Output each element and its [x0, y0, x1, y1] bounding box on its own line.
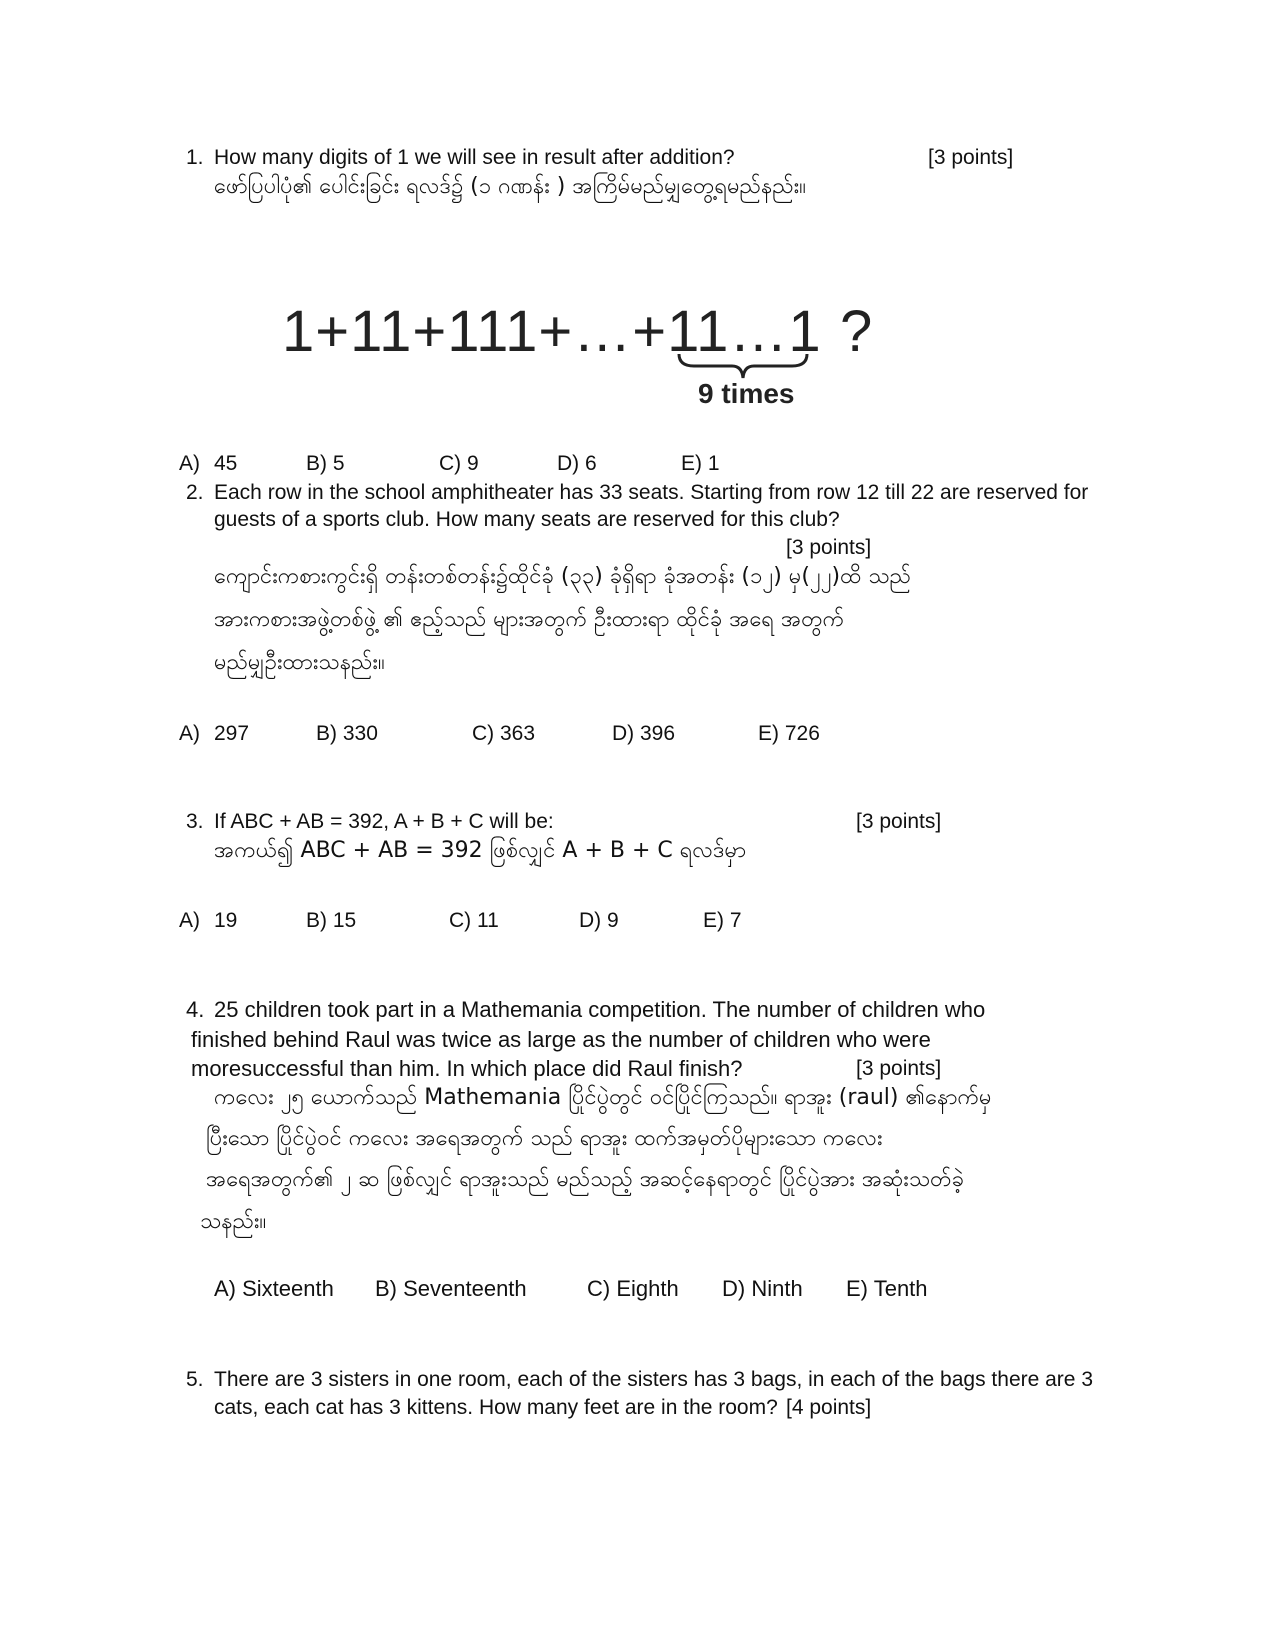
q1-number: 1.: [186, 146, 204, 169]
q4-points: [3 points]: [856, 1057, 942, 1080]
q4-text-line2: finished behind Raul was twice as large as the number of children who were: [191, 1027, 931, 1052]
q4-myanmar-line4: သနည်း။: [200, 1209, 267, 1234]
q3-option-e: E) 7: [703, 909, 742, 932]
q1-option-e: E) 1: [681, 452, 720, 475]
q1-text: How many digits of 1 we will see in result after addition?: [214, 146, 735, 169]
q1-option-a-letter: A): [179, 452, 200, 475]
q5-text-line2: cats, each cat has 3 kittens. How many feet are in the room?: [214, 1396, 778, 1419]
q4-option-e: E) Tenth: [846, 1276, 928, 1301]
q4-number: 4.: [186, 997, 205, 1022]
q4-option-a: A) Sixteenth: [214, 1276, 334, 1301]
q2-option-d: D) 396: [612, 722, 676, 745]
q1-option-c: C) 9: [439, 452, 479, 475]
q5-number: 5.: [186, 1368, 204, 1391]
q3-option-c: C) 11: [449, 909, 499, 932]
q2-number: 2.: [186, 481, 204, 504]
q2-myanmar-line3: မည်မျှဦးထားသနည်း။: [214, 650, 385, 675]
q1-myanmar-text: ဖော်ပြပါပုံ၏ ပေါင်းခြင်း ရလဒ်၌ (၁ ဂဏန်း ) အကြိမ်မည်မျှတွေ့ရမည်နည်း။: [214, 174, 806, 199]
q4-option-d: D) Ninth: [722, 1276, 803, 1301]
q5-text-line1: There are 3 sisters in one room, each of the sisters has 3 bags, in each of the bags there are 3: [214, 1368, 1093, 1391]
q1-option-d: D) 6: [557, 452, 597, 475]
q3-text: If ABC + AB = 392, A + B + C will be:: [214, 810, 554, 833]
q3-option-a-letter: A): [179, 909, 200, 932]
q2-option-a-value: 297: [214, 722, 250, 745]
q1-question-mark: ?: [840, 299, 874, 364]
q2-points: [3 points]: [786, 536, 872, 559]
q3-myanmar-text: အကယ်၍ ABC + AB = 392 ဖြစ်လျှင် A + B + C ရလဒ်မှာ: [214, 838, 747, 863]
q4-option-b: B) Seventeenth: [375, 1276, 527, 1301]
q3-option-b: B) 15: [306, 909, 357, 932]
q1-option-a-value: 45: [214, 452, 238, 475]
q2-option-c: C) 363: [472, 722, 536, 745]
q2-myanmar-line1: ကျောင်းကစားကွင်းရှိ တန်းတစ်တန်း၌ထိုင်ခုံ (၃၃) ခုံရှိရာ ခုံအတန်း (၁၂) မှ(၂၂)ထိ သည်: [214, 564, 911, 589]
q4-option-c: C) Eighth: [587, 1276, 679, 1301]
q4-myanmar-line2: ပြီးသော ပြိုင်ပွဲဝင် ကလေး အရေအတွက် သည် ရာအူး ထက်အမှတ်ပိုများသော ကလေး: [206, 1126, 883, 1151]
q3-points: [3 points]: [856, 810, 942, 833]
q2-option-b: B) 330: [316, 722, 378, 745]
q2-myanmar-line2: အားကစားအဖွဲ့တစ်ဖွဲ့ ၏ ဧည့်သည် များအတွက် ဦးထားရာ ထိုင်ခုံ အရေ အတွက်: [214, 607, 845, 632]
q4-text-line1: 25 children took part in a Mathemania competition. The number of children who: [214, 997, 986, 1022]
q1-option-b: B) 5: [306, 452, 345, 475]
q1-formula: 1+11+111+…+11…1: [282, 299, 822, 364]
q2-text-line1: Each row in the school amphitheater has 33 seats. Starting from row 12 till 22 are reserved for: [214, 481, 1089, 504]
q4-text-line3: moresuccessful than him. In which place did Raul finish?: [191, 1056, 743, 1081]
q1-brace-label: 9 times: [698, 378, 795, 409]
q3-number: 3.: [186, 810, 204, 833]
q2-option-a-letter: A): [179, 722, 200, 745]
q1-points: [3 points]: [928, 146, 1014, 169]
q4-myanmar-line3: အရေအတွက်၏ ၂ ဆ ဖြစ်လျှင် ရာအူးသည် မည်သည့် အဆင့်နေရာတွင် ပြိုင်ပွဲအား အဆုံးသတ်ခဲ့: [206, 1167, 964, 1192]
q3-option-d: D) 9: [579, 909, 619, 932]
q3-option-a-value: 19: [214, 909, 238, 932]
q4-myanmar-line1: ကလေး ၂၅ ယောက်သည် Mathemania ပြိုင်ပွဲတွင် ဝင်ပြိုင်ကြသည်။ ရာအူး (raul) ၏နောက်မှ: [214, 1085, 992, 1110]
q2-text-line2: guests of a sports club. How many seats are reserved for this club?: [214, 508, 840, 531]
q2-option-e: E) 726: [758, 722, 820, 745]
q5-points: [4 points]: [786, 1396, 872, 1419]
